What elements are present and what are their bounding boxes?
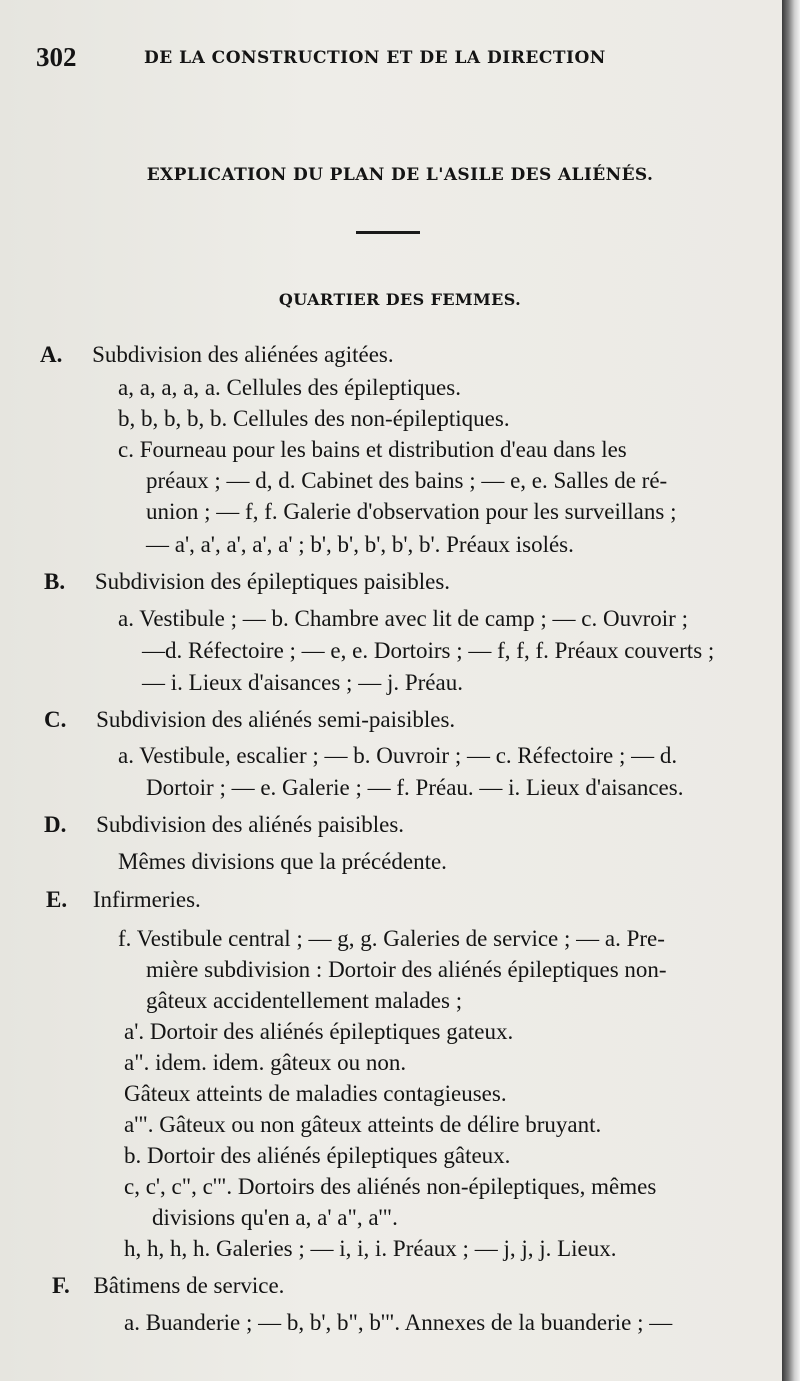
body-line: — a', a', a', a', a' ; b', b', b', b', b'. Préaux isolés. <box>146 532 574 557</box>
body-line: —d. Réfectoire ; — e, e. Dortoirs ; — f, f, f. Préaux couverts ; <box>142 638 715 663</box>
title-divider <box>356 231 420 234</box>
body-line: a". idem. idem. gâteux ou non. <box>124 1050 407 1075</box>
subdivision-title: Bâtimens de service. <box>93 1273 285 1298</box>
subdivision-letter: E. <box>46 887 68 912</box>
subdivision-heading <box>44 567 450 597</box>
body-line: b. Dortoir des aliénés épileptiques gâteux. <box>124 1143 511 1168</box>
page-edge-shadow <box>782 0 800 1381</box>
body-line: a'". Gâteux ou non gâteux atteints de délire bruyant. <box>124 1112 602 1137</box>
subdivision-title: Subdivision des aliénés semi-paisibles. <box>96 707 456 732</box>
body-line: gâteux accidentellement malades ; <box>146 988 463 1013</box>
body-line: Mêmes divisions que la précédente. <box>118 849 447 874</box>
body-line: b, b, b, b, b. Cellules des non-épileptiques. <box>118 406 510 431</box>
section-title: EXPLICATION DU PLAN DE L'ASILE DES ALIÉNÉS. <box>146 165 654 185</box>
subdivision-heading <box>52 1271 284 1301</box>
subdivision-title: Subdivision des épileptiques paisibles. <box>94 569 451 594</box>
subdivision-letter: F. <box>52 1273 70 1298</box>
subdivision-heading <box>44 705 455 735</box>
body-line: — i. Lieux d'aisances ; — j. Préau. <box>142 670 463 695</box>
subdivision-heading <box>44 810 404 840</box>
body-line: c, c', c", c'". Dortoirs des aliénés non-épileptiques, mêmes <box>124 1174 657 1199</box>
subdivision-letter: B. <box>44 569 66 594</box>
body-line: Gâteux atteints de maladies contagieuses. <box>124 1081 507 1106</box>
subdivision-title: Subdivision des aliénées agitées. <box>92 342 394 367</box>
body-line: a. Vestibule ; — b. Chambre avec lit de camp ; — c. Ouvroir ; <box>118 606 688 631</box>
body-line: union ; — f, f. Galerie d'observation pour les surveillans ; <box>146 499 677 524</box>
body-line: préaux ; — d, d. Cabinet des bains ; — e, e. Salles de ré- <box>146 468 668 493</box>
page-header <box>36 42 736 76</box>
page-number: 302 <box>36 42 77 72</box>
body-line: a, a, a, a, a. Cellules des épileptiques. <box>118 375 461 400</box>
running-title: DE LA CONSTRUCTION ET DE LA DIRECTION <box>144 48 606 68</box>
body-line: a. Vestibule, escalier ; — b. Ouvroir ; — c. Réfectoire ; — d. <box>118 743 678 768</box>
body-line: h, h, h, h. Galeries ; — i, i, i. Préaux ; — j, j, j. Lieux. <box>124 1236 617 1261</box>
body-line: f. Vestibule central ; — g, g. Galeries de service ; — a. Pre- <box>118 926 665 951</box>
subdivision-letter: D. <box>44 812 67 837</box>
body-line: Dortoir ; — e. Galerie ; — f. Préau. — i. Lieux d'aisances. <box>146 775 684 800</box>
subdivision-title: Subdivision des aliénés paisibles. <box>96 812 405 837</box>
subdivision-title: Infirmeries. <box>92 887 201 912</box>
body-line: mière subdivision : Dortoir des aliénés épileptiques non- <box>146 957 667 982</box>
subdivision-heading <box>46 885 201 915</box>
body-line: a'. Dortoir des aliénés épileptiques gateux. <box>124 1019 514 1044</box>
section-subtitle: QUARTIER DES FEMMES. <box>278 290 522 309</box>
body-line: divisions qu'en a, a' a", a'". <box>152 1205 398 1230</box>
body-line: c. Fourneau pour les bains et distribution d'eau dans les <box>118 437 627 462</box>
subdivision-letter: C. <box>44 707 67 732</box>
body-line: a. Buanderie ; — b, b', b", b'". Annexes de la buanderie ; — <box>124 1310 673 1335</box>
subdivision-heading <box>40 340 394 370</box>
subdivision-letter: A. <box>40 342 63 367</box>
